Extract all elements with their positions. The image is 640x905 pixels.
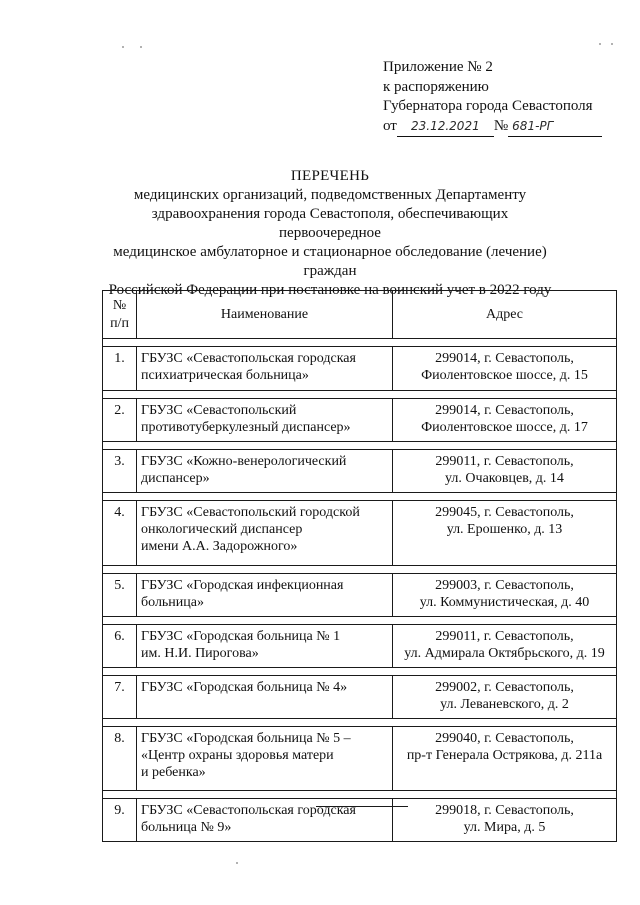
organization-name [137, 501, 393, 566]
organization-name-line: ГБУЗС «Севастопольский городской [141, 505, 360, 520]
header-number-line2: п/п [110, 315, 129, 331]
organization-name-line: ГБУЗС «Севастопольская городская [141, 803, 356, 818]
organization-address [393, 399, 617, 442]
row-separator [103, 617, 617, 625]
organization-name-line: диспансер» [141, 471, 210, 486]
organization-name [137, 399, 393, 442]
address-line: 299002, г. Севастополь, [435, 680, 574, 695]
address-line: 299011, г. Севастополь, [435, 454, 574, 469]
address-line: 299045, г. Севастополь, [435, 505, 574, 520]
row-separator [103, 719, 617, 727]
row-separator-cell [103, 339, 617, 347]
row-number: 8. [103, 727, 137, 791]
row-separator-cell [103, 442, 617, 450]
handwritten-number: 681-РГ [508, 117, 602, 138]
organization-address [393, 347, 617, 391]
organization-name-line: ГБУЗС «Севастопольский [141, 403, 297, 418]
organization-address [393, 676, 617, 719]
row-number: 4. [103, 501, 137, 566]
table-row [103, 625, 617, 668]
organization-name-line: им. Н.И. Пирогова» [141, 646, 259, 661]
address-line: ул. Мира, д. 5 [463, 820, 546, 835]
row-number: 1. [103, 347, 137, 391]
address-line: ул. Ерошенко, д. 13 [446, 522, 563, 537]
organization-name-line: больница» [141, 595, 204, 610]
row-separator [103, 566, 617, 574]
organization-address [393, 501, 617, 566]
organization-address [393, 625, 617, 668]
number-prefix: № [493, 117, 509, 134]
title-line: медицинское амбулаторное и стационарное обследование (лечение) граждан [113, 244, 547, 279]
row-number: 9. [103, 799, 137, 842]
table-row [103, 501, 617, 566]
date-prefix: от [383, 117, 397, 134]
row-separator-cell [103, 791, 617, 799]
document-title [100, 167, 560, 300]
row-separator-cell [103, 668, 617, 676]
header-number-line1: № [112, 297, 127, 313]
table-row [103, 399, 617, 442]
title-line: медицинских организаций, подведомственных Департаменту [133, 187, 527, 203]
row-separator-cell [103, 391, 617, 399]
address-line: ул. Коммунистическая, д. 40 [419, 595, 590, 610]
organization-address [393, 574, 617, 617]
scan-speck [236, 862, 238, 864]
scan-speck [599, 43, 601, 45]
address-line: 299014, г. Севастополь, [435, 403, 574, 418]
title-line: Российской Федерации при постановке на воинский учет в 2022 году [108, 282, 552, 298]
address-line: 299040, г. Севастополь, [435, 731, 574, 746]
table-row [103, 450, 617, 493]
organization-name-line: ГБУЗС «Севастопольская городская [141, 351, 356, 366]
organization-name [137, 347, 393, 391]
address-line: ул. Очаковцев, д. 14 [445, 471, 564, 486]
row-number: 2. [103, 399, 137, 442]
header-number [103, 291, 137, 339]
organization-name-line: психиатрическая больница» [141, 368, 309, 383]
address-line: 299018, г. Севастополь, [435, 803, 574, 818]
organization-name [137, 727, 393, 791]
scan-speck [140, 46, 142, 48]
organization-name-line: больница № 9» [141, 820, 232, 835]
scan-speck [122, 46, 124, 48]
row-separator-cell [103, 617, 617, 625]
closing-rule [316, 806, 408, 807]
table-row [103, 676, 617, 719]
appendix-date-line [383, 117, 623, 138]
address-line: ул. Леваневского, д. 2 [440, 697, 569, 712]
row-number: 7. [103, 676, 137, 719]
row-separator [103, 442, 617, 450]
row-separator [103, 493, 617, 501]
address-line: 299011, г. Севастополь, [435, 629, 574, 644]
header-name: Наименование [137, 291, 393, 339]
scan-speck [611, 43, 613, 45]
address-line: ул. Адмирала Октябрьского, д. 19 [404, 646, 605, 661]
organization-name-line: имени А.А. Задорожного» [141, 539, 298, 554]
organization-name-line: ГБУЗС «Городская больница № 5 – [141, 731, 351, 746]
organization-name-line: «Центр охраны здоровья матери [141, 748, 334, 763]
handwritten-date: 23.12.2021 [397, 117, 494, 138]
organization-name-line: ГБУЗС «Кожно-венерологический [141, 454, 347, 469]
appendix-block [383, 58, 623, 137]
table-row [103, 727, 617, 791]
organization-name-line: ГБУЗС «Городская больница № 1 [141, 629, 341, 644]
organizations-table [102, 290, 617, 842]
organization-name-line: противотуберкулезный диспансер» [141, 420, 351, 435]
organization-address [393, 799, 617, 842]
row-separator [103, 791, 617, 799]
address-line: пр-т Генерала Острякова, д. 211а [406, 748, 603, 763]
address-line: 299003, г. Севастополь, [435, 578, 574, 593]
row-separator [103, 668, 617, 676]
address-line: Фиолентовское шоссе, д. 17 [421, 420, 588, 435]
organization-address [393, 727, 617, 791]
table-row [103, 574, 617, 617]
row-separator-cell [103, 493, 617, 501]
header-address: Адрес [393, 291, 617, 339]
row-separator [103, 391, 617, 399]
organization-name [137, 625, 393, 668]
table-row [103, 347, 617, 391]
appendix-line: к распоряжению [383, 78, 489, 95]
appendix-line: Губернатора города Севастополя [383, 98, 593, 114]
row-separator-cell [103, 719, 617, 727]
organization-name-line: онкологический диспансер [141, 522, 303, 537]
address-line: Фиолентовское шоссе, д. 15 [421, 368, 588, 383]
organization-name-line: ГБУЗС «Городская больница № 4» [141, 680, 348, 695]
row-separator-cell [103, 566, 617, 574]
row-number: 3. [103, 450, 137, 493]
title-line: здравоохранения города Севастополя, обеспечивающих первоочередное [151, 206, 509, 241]
table-body [103, 339, 617, 842]
address-line: 299014, г. Севастополь, [435, 351, 574, 366]
organization-name [137, 676, 393, 719]
appendix-line: Приложение № 2 [383, 59, 493, 75]
table-row [103, 799, 617, 842]
organization-name [137, 450, 393, 493]
title-heading: ПЕРЕЧЕНЬ [290, 168, 370, 184]
row-separator [103, 339, 617, 347]
organization-address [393, 450, 617, 493]
organization-name [137, 799, 393, 842]
row-number: 5. [103, 574, 137, 617]
organization-name-line: и ребенка» [141, 765, 206, 780]
table-header-row [103, 291, 617, 339]
organization-name-line: ГБУЗС «Городская инфекционная [141, 578, 344, 593]
row-number: 6. [103, 625, 137, 668]
organization-name [137, 574, 393, 617]
